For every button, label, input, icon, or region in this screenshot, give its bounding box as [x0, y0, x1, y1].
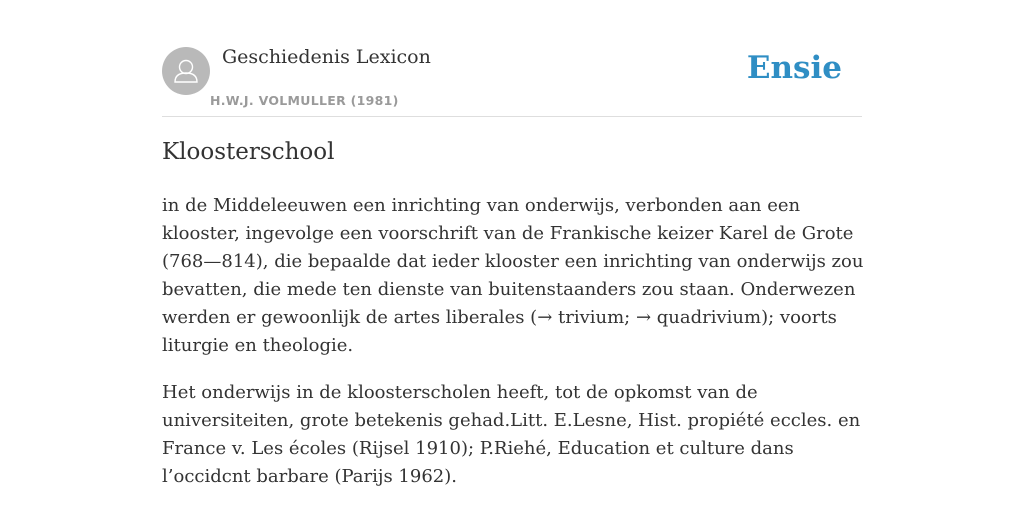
article-paragraph: in de Middeleeuwen een inrichting van onderwijs, verbonden aan een klooster, ingevolge een voorschrift van de Frankische keizer Karel de Grote (768—814), die bepaalde dat ieder klooster een inrichting van onderwijs zou bevatten, die mede ten dienste van buitenstaanders zou staan. Onderwezen werden er gewoonlijk de artes liberales (→ trivium; → quadrivium); voorts liturgie en theologie. [162, 195, 864, 356]
article-paragraph: Het onderwijs in de kloosterscholen heeft, tot de opkomst van de universiteiten, grote betekenis gehad.Litt. E.Lesne, Hist. propiété eccles. en France v. Les écoles (Rijsel 1910); P.Riehé, Education et culture dans l’occidcnt barbare (Parijs 1962). [162, 382, 861, 487]
brand-logo[interactable]: Ensie [746, 50, 842, 86]
source-title[interactable]: Geschiedenis Lexicon [222, 46, 431, 68]
article-body [162, 192, 868, 510]
source-author: H.W.J. VOLMULLER (1981) [210, 93, 399, 108]
user-icon[interactable] [162, 47, 210, 95]
source-header [162, 44, 862, 117]
article-title: Kloosterschool [162, 139, 335, 165]
